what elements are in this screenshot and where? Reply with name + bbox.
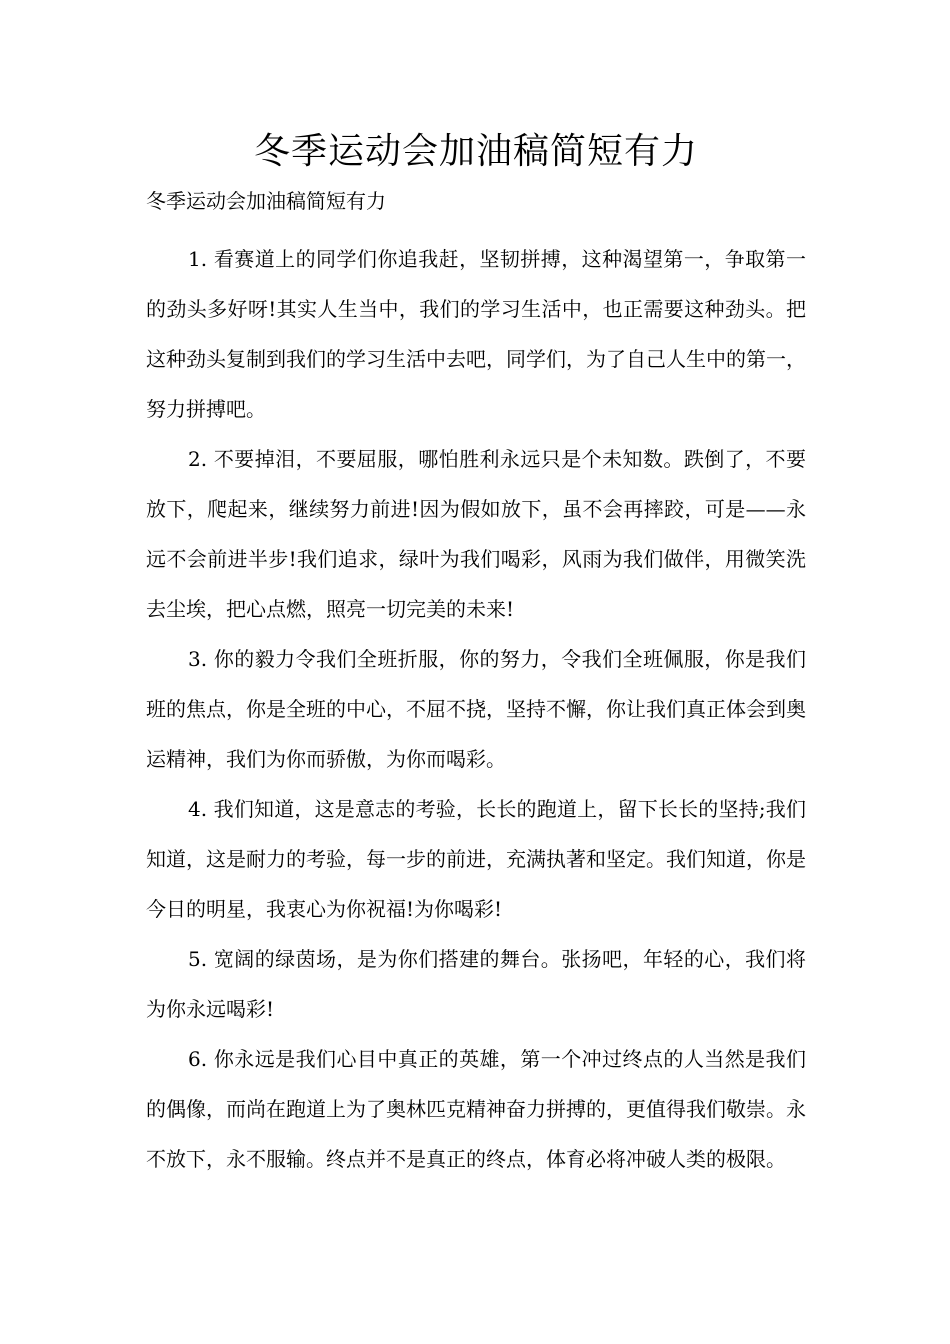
paragraph-4: 4. 我们知道，这是意志的考验，长长的跑道上，留下长长的坚持;我们知道，这是耐力的考验，每一步的前进，充满执著和坚定。我们知道，你是今日的明星，我衷心为你祝福!为你喝彩!	[146, 797, 806, 921]
document-subtitle: 冬季运动会加油稿简短有力	[146, 189, 386, 213]
paragraph-2: 2. 不要掉泪，不要屈服，哪怕胜利永远只是个未知数。跌倒了，不要放下，爬起来，继续努力前进!因为假如放下，虽不会再摔跤，可是——永远不会前进半步!我们追求，绿叶为我们喝彩，风雨为我们做伴，用微笑洗去尘埃，把心点燃，照亮一切完美的未来!	[146, 447, 806, 621]
document-page	[146, 128, 806, 1184]
paragraph-1: 1. 看赛道上的同学们你追我赶，坚韧拼搏，这种渴望第一，争取第一的劲头多好呀!其实人生当中，我们的学习生活中，也正需要这种劲头。把这种劲头复制到我们的学习生活中去吧，同学们，为了自己人生中的第一，努力拼搏吧。	[146, 247, 806, 421]
paragraph-5: 5. 宽阔的绿茵场，是为你们搭建的舞台。张扬吧，年轻的心，我们将为你永远喝彩!	[146, 947, 806, 1021]
paragraph-3: 3. 你的毅力令我们全班折服，你的努力，令我们全班佩服，你是我们班的焦点，你是全班的中心，不屈不挠，坚持不懈，你让我们真正体会到奥运精神，我们为你而骄傲，为你而喝彩。	[146, 647, 806, 771]
paragraph-6: 6. 你永远是我们心目中真正的英雄，第一个冲过终点的人当然是我们的偶像，而尚在跑道上为了奥林匹克精神奋力拼搏的，更值得我们敬崇。永不放下，永不服输。终点并不是真正的终点，体育必将冲破人类的极限。	[146, 1047, 806, 1171]
document-title: 冬季运动会加油稿简短有力	[253, 131, 698, 172]
